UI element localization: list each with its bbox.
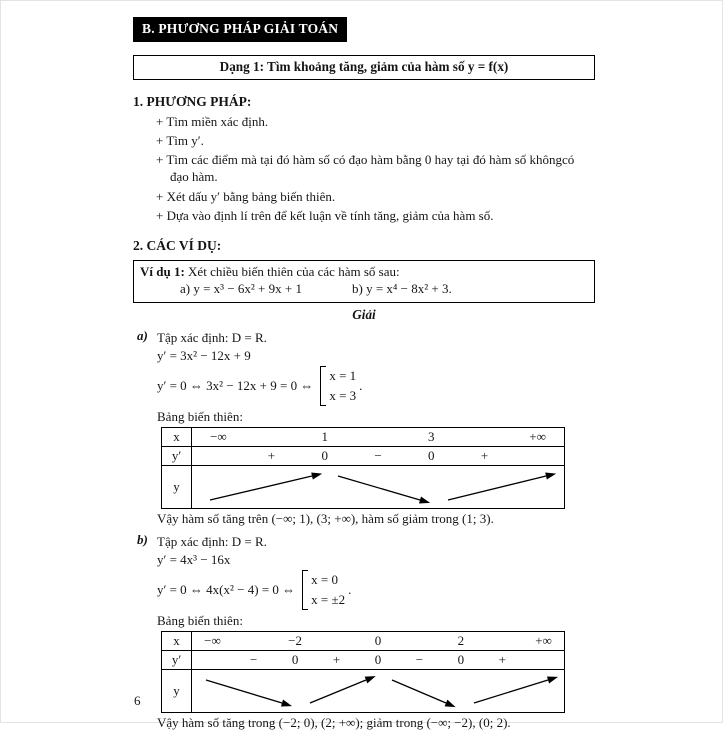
table-row-y [162,465,565,508]
decrease-arrow-icon [206,680,293,710]
sign-cell [523,650,565,669]
x-value-cell: 0 [357,631,398,650]
example1-function-a: a) y = x³ − 6x² + 9x + 1 [180,280,302,296]
part-a-marker: a) [137,327,148,343]
method-list [133,113,595,224]
sign-cell: + [245,446,298,465]
case-line: x = 1 [329,367,357,383]
solution-part-b [133,532,595,731]
table-row-x [162,427,565,446]
section-banner-title: B. PHƯƠNG PHÁP GIẢI TOÁN [142,21,339,36]
method-item: + Xét dấu y′ bằng bảng biến thiên. [156,188,336,204]
solution-part-a [133,328,595,527]
part-b-body [157,532,595,731]
y-behavior-cell [192,669,565,712]
decrease-arrow-icon [338,476,431,506]
equation-period: . [348,581,352,597]
x-value-cell [399,631,440,650]
method-item: + Tìm y′. [156,133,204,149]
part-a-equation-row [157,366,595,406]
part-a-conclusion: Vậy hàm số tăng trên (−∞; 1), (3; +∞), hàm số giảm trong (1; 3). [157,510,494,526]
x-value-cell: 1 [298,427,351,446]
sign-cell: − [399,650,440,669]
left-bracket-icon [302,570,308,610]
x-value-cell [482,631,523,650]
example1-functions [140,281,588,297]
example1-label: Ví dụ 1: [140,263,185,279]
example1-function-b: b) y = x⁴ − 8x² + 3. [351,280,452,296]
case-line: x = ±2 [311,591,346,607]
dang1-heading: Dạng 1: Tìm khoảng tăng, giảm của hàm số y = f(x) [219,59,509,74]
case-line: x = 0 [311,571,338,587]
example1-text: Xét chiều biến thiên của các hàm số sau: [188,263,400,279]
dang1-heading-box [133,55,595,80]
variation-arrows-b [192,670,564,712]
sign-cell: 0 [274,650,315,669]
part-a-table-label: Bảng biến thiên: [157,408,243,424]
sign-cell [192,446,245,465]
x-value-cell: −∞ [192,631,233,650]
part-a-derivative: y′ = 3x² − 12x + 9 [157,347,251,363]
page-number: 6 [134,693,141,708]
example1-statement [140,264,588,280]
sign-cell [511,446,564,465]
x-value-cell: 3 [405,427,458,446]
increase-arrow-icon [210,470,323,500]
table-row-yprime [162,650,565,669]
part-a-body [157,328,595,527]
method-item: + Tìm miền xác định. [156,114,269,129]
sign-cell: 0 [405,446,458,465]
sign-cell [192,650,233,669]
part-b-domain: Tập xác định: D = R. [157,533,267,549]
sign-cell: + [482,650,523,669]
x-value-cell [233,631,274,650]
section-banner [133,17,347,42]
x-value-cell [245,427,298,446]
increase-arrow-icon [448,470,557,500]
sign-cell: − [233,650,274,669]
sign-cell: 0 [298,446,351,465]
example1-box [133,260,595,303]
y-behavior-cell [192,465,565,508]
y-label-cell: y [162,465,192,508]
method-item: + Tìm các điểm mà tại đó hàm số có đạo hàm bằng 0 hay tại đó hàm số khôngcó đạo hàm. [156,152,575,185]
increase-arrow-icon [310,673,377,703]
part-b-derivative: y′ = 4x³ − 16x [157,551,231,567]
yprime-label-cell: y′ [162,446,192,465]
variation-table-a [161,427,565,509]
y-label-cell: y [162,669,192,712]
left-bracket-icon [320,366,326,406]
x-value-cell [316,631,357,650]
x-value-cell: +∞ [511,427,564,446]
x-value-cell [458,427,511,446]
part-b-marker: b) [137,531,148,547]
method-heading: 1. PHƯƠNG PHÁP: [133,94,252,109]
x-value-cell: +∞ [523,631,565,650]
x-value-cell: −∞ [192,427,245,446]
part-b-cases [311,572,345,608]
x-value-cell: 2 [440,631,481,650]
part-b-equation: y′ = 0 ⇔ 4x(x² − 4) = 0 ⇔ [157,581,296,597]
x-label-cell: x [162,631,192,650]
part-b-table-label: Bảng biến thiên: [157,612,243,628]
part-b-conclusion: Vậy hàm số tăng trong (−2; 0), (2; +∞); giảm trong (−∞; −2), (0; 2). [157,714,511,730]
part-a-domain: Tập xác định: D = R. [157,329,267,345]
sign-cell: − [351,446,404,465]
table-row-y [162,669,565,712]
part-a-cases [329,368,356,404]
x-label-cell: x [162,427,192,446]
sign-cell: 0 [440,650,481,669]
equation-period: . [359,377,363,393]
table-row-yprime [162,446,565,465]
table-row-x [162,631,565,650]
x-value-cell [351,427,404,446]
examples-heading: 2. CÁC VÍ DỤ: [133,237,222,253]
solution-heading: Giải [352,306,376,322]
part-a-equation: y′ = 0 ⇔ 3x² − 12x + 9 = 0 ⇔ [157,377,314,393]
decrease-arrow-icon [392,680,457,710]
variation-arrows-a [192,466,564,508]
yprime-label-cell: y′ [162,650,192,669]
sign-cell: + [316,650,357,669]
method-item: + Dựa vào định lí trên để kết luận về tính tăng, giảm của hàm số. [156,207,494,223]
variation-table-b [161,631,565,713]
sign-cell: 0 [357,650,398,669]
case-line: x = 3 [329,387,357,403]
part-b-equation-row [157,570,595,610]
sign-cell: + [458,446,511,465]
page-content [133,17,595,731]
increase-arrow-icon [474,673,559,703]
x-value-cell: −2 [274,631,315,650]
